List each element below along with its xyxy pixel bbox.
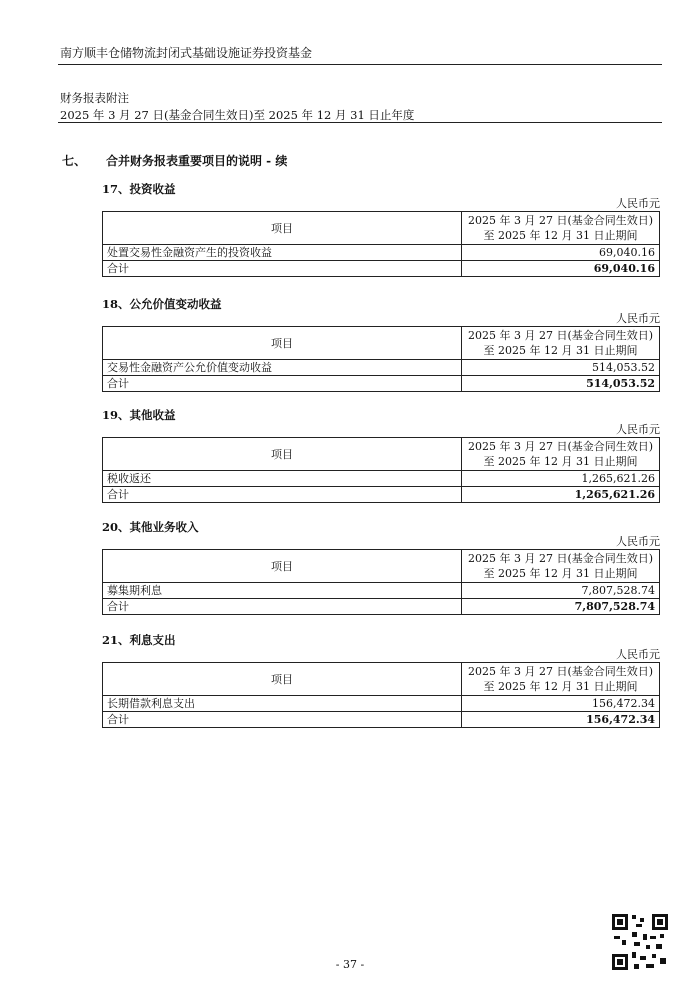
note-title: 19、其他收益 [102,408,176,422]
currency-unit: 人民币元 [616,535,660,548]
period-line-2: 至 2025 年 12 月 31 日止期间 [483,680,638,693]
total-value: 7,807,528.74 [462,599,660,615]
currency-unit: 人民币元 [616,312,660,325]
header-rule [58,64,662,65]
table-header-row [103,663,660,696]
section-title: 合并财务报表重要项目的说明 - 续 [106,154,288,168]
total-value: 156,472.34 [462,712,660,728]
row-label: 募集期利息 [103,583,462,599]
total-label: 合计 [103,599,462,615]
row-label: 交易性金融资产公允价值变动收益 [103,360,462,376]
column-header-period [462,212,660,245]
column-header-item: 项目 [103,550,462,583]
income-table [102,437,660,503]
currency-unit: 人民币元 [616,648,660,661]
row-label: 长期借款利息支出 [103,696,462,712]
period-line-2: 至 2025 年 12 月 31 日止期间 [483,344,638,357]
table-row [103,360,660,376]
note-title: 18、公允价值变动收益 [102,297,222,311]
column-header-item: 项目 [103,663,462,696]
row-label: 处置交易性金融资产生的投资收益 [103,245,462,261]
period-line-1: 2025 年 3 月 27 日(基金合同生效日) [467,552,654,565]
note-18 [102,296,660,392]
column-header-period [462,327,660,360]
period-line-1: 2025 年 3 月 27 日(基金合同生效日) [467,440,654,453]
fund-name: 南方顺丰仓储物流封闭式基础设施证券投资基金 [60,46,313,60]
total-label: 合计 [103,376,462,392]
column-header-period [462,663,660,696]
note-19 [102,407,660,503]
row-value: 1,265,621.26 [462,471,660,487]
row-value: 514,053.52 [462,360,660,376]
column-header-item: 项目 [103,327,462,360]
note-17 [102,181,660,277]
total-row [103,261,660,277]
table-header-row [103,327,660,360]
total-value: 69,040.16 [462,261,660,277]
total-label: 合计 [103,261,462,277]
table-row [103,245,660,261]
period-line-2: 至 2025 年 12 月 31 日止期间 [483,229,638,242]
table-header-row [103,438,660,471]
period-line-1: 2025 年 3 月 27 日(基金合同生效日) [467,665,654,678]
period-line-2: 至 2025 年 12 月 31 日止期间 [483,455,638,468]
period-line: 2025 年 3 月 27 日(基金合同生效日)至 2025 年 12 月 31 日止年度 [60,108,415,122]
doc-title: 财务报表附注 [60,91,129,105]
table-row [103,471,660,487]
row-label: 税收返还 [103,471,462,487]
currency-unit: 人民币元 [616,197,660,210]
income-table [102,549,660,615]
note-title: 21、利息支出 [102,633,176,647]
qr-code-icon [610,912,670,972]
row-value: 7,807,528.74 [462,583,660,599]
total-row [103,376,660,392]
section-number: 七、 [62,154,87,168]
total-row [103,599,660,615]
row-value: 69,040.16 [462,245,660,261]
row-value: 156,472.34 [462,696,660,712]
total-row [103,712,660,728]
table-header-row [103,212,660,245]
note-title: 20、其他业务收入 [102,520,199,534]
note-title: 17、投资收益 [102,182,176,196]
page-number: - 37 - [335,958,365,971]
section-heading [62,152,287,169]
period-line-1: 2025 年 3 月 27 日(基金合同生效日) [467,329,654,342]
column-header-item: 项目 [103,438,462,471]
total-row [103,487,660,503]
total-label: 合计 [103,487,462,503]
table-header-row [103,550,660,583]
table-row [103,583,660,599]
column-header-period [462,550,660,583]
income-table [102,211,660,277]
income-table [102,326,660,392]
column-header-item: 项目 [103,212,462,245]
income-table [102,662,660,728]
note-20 [102,519,660,615]
column-header-period [462,438,660,471]
total-value: 514,053.52 [462,376,660,392]
period-line-2: 至 2025 年 12 月 31 日止期间 [483,567,638,580]
table-row [103,696,660,712]
total-label: 合计 [103,712,462,728]
period-rule [58,122,662,123]
note-21 [102,632,660,728]
period-line-1: 2025 年 3 月 27 日(基金合同生效日) [467,214,654,227]
currency-unit: 人民币元 [616,423,660,436]
total-value: 1,265,621.26 [462,487,660,503]
